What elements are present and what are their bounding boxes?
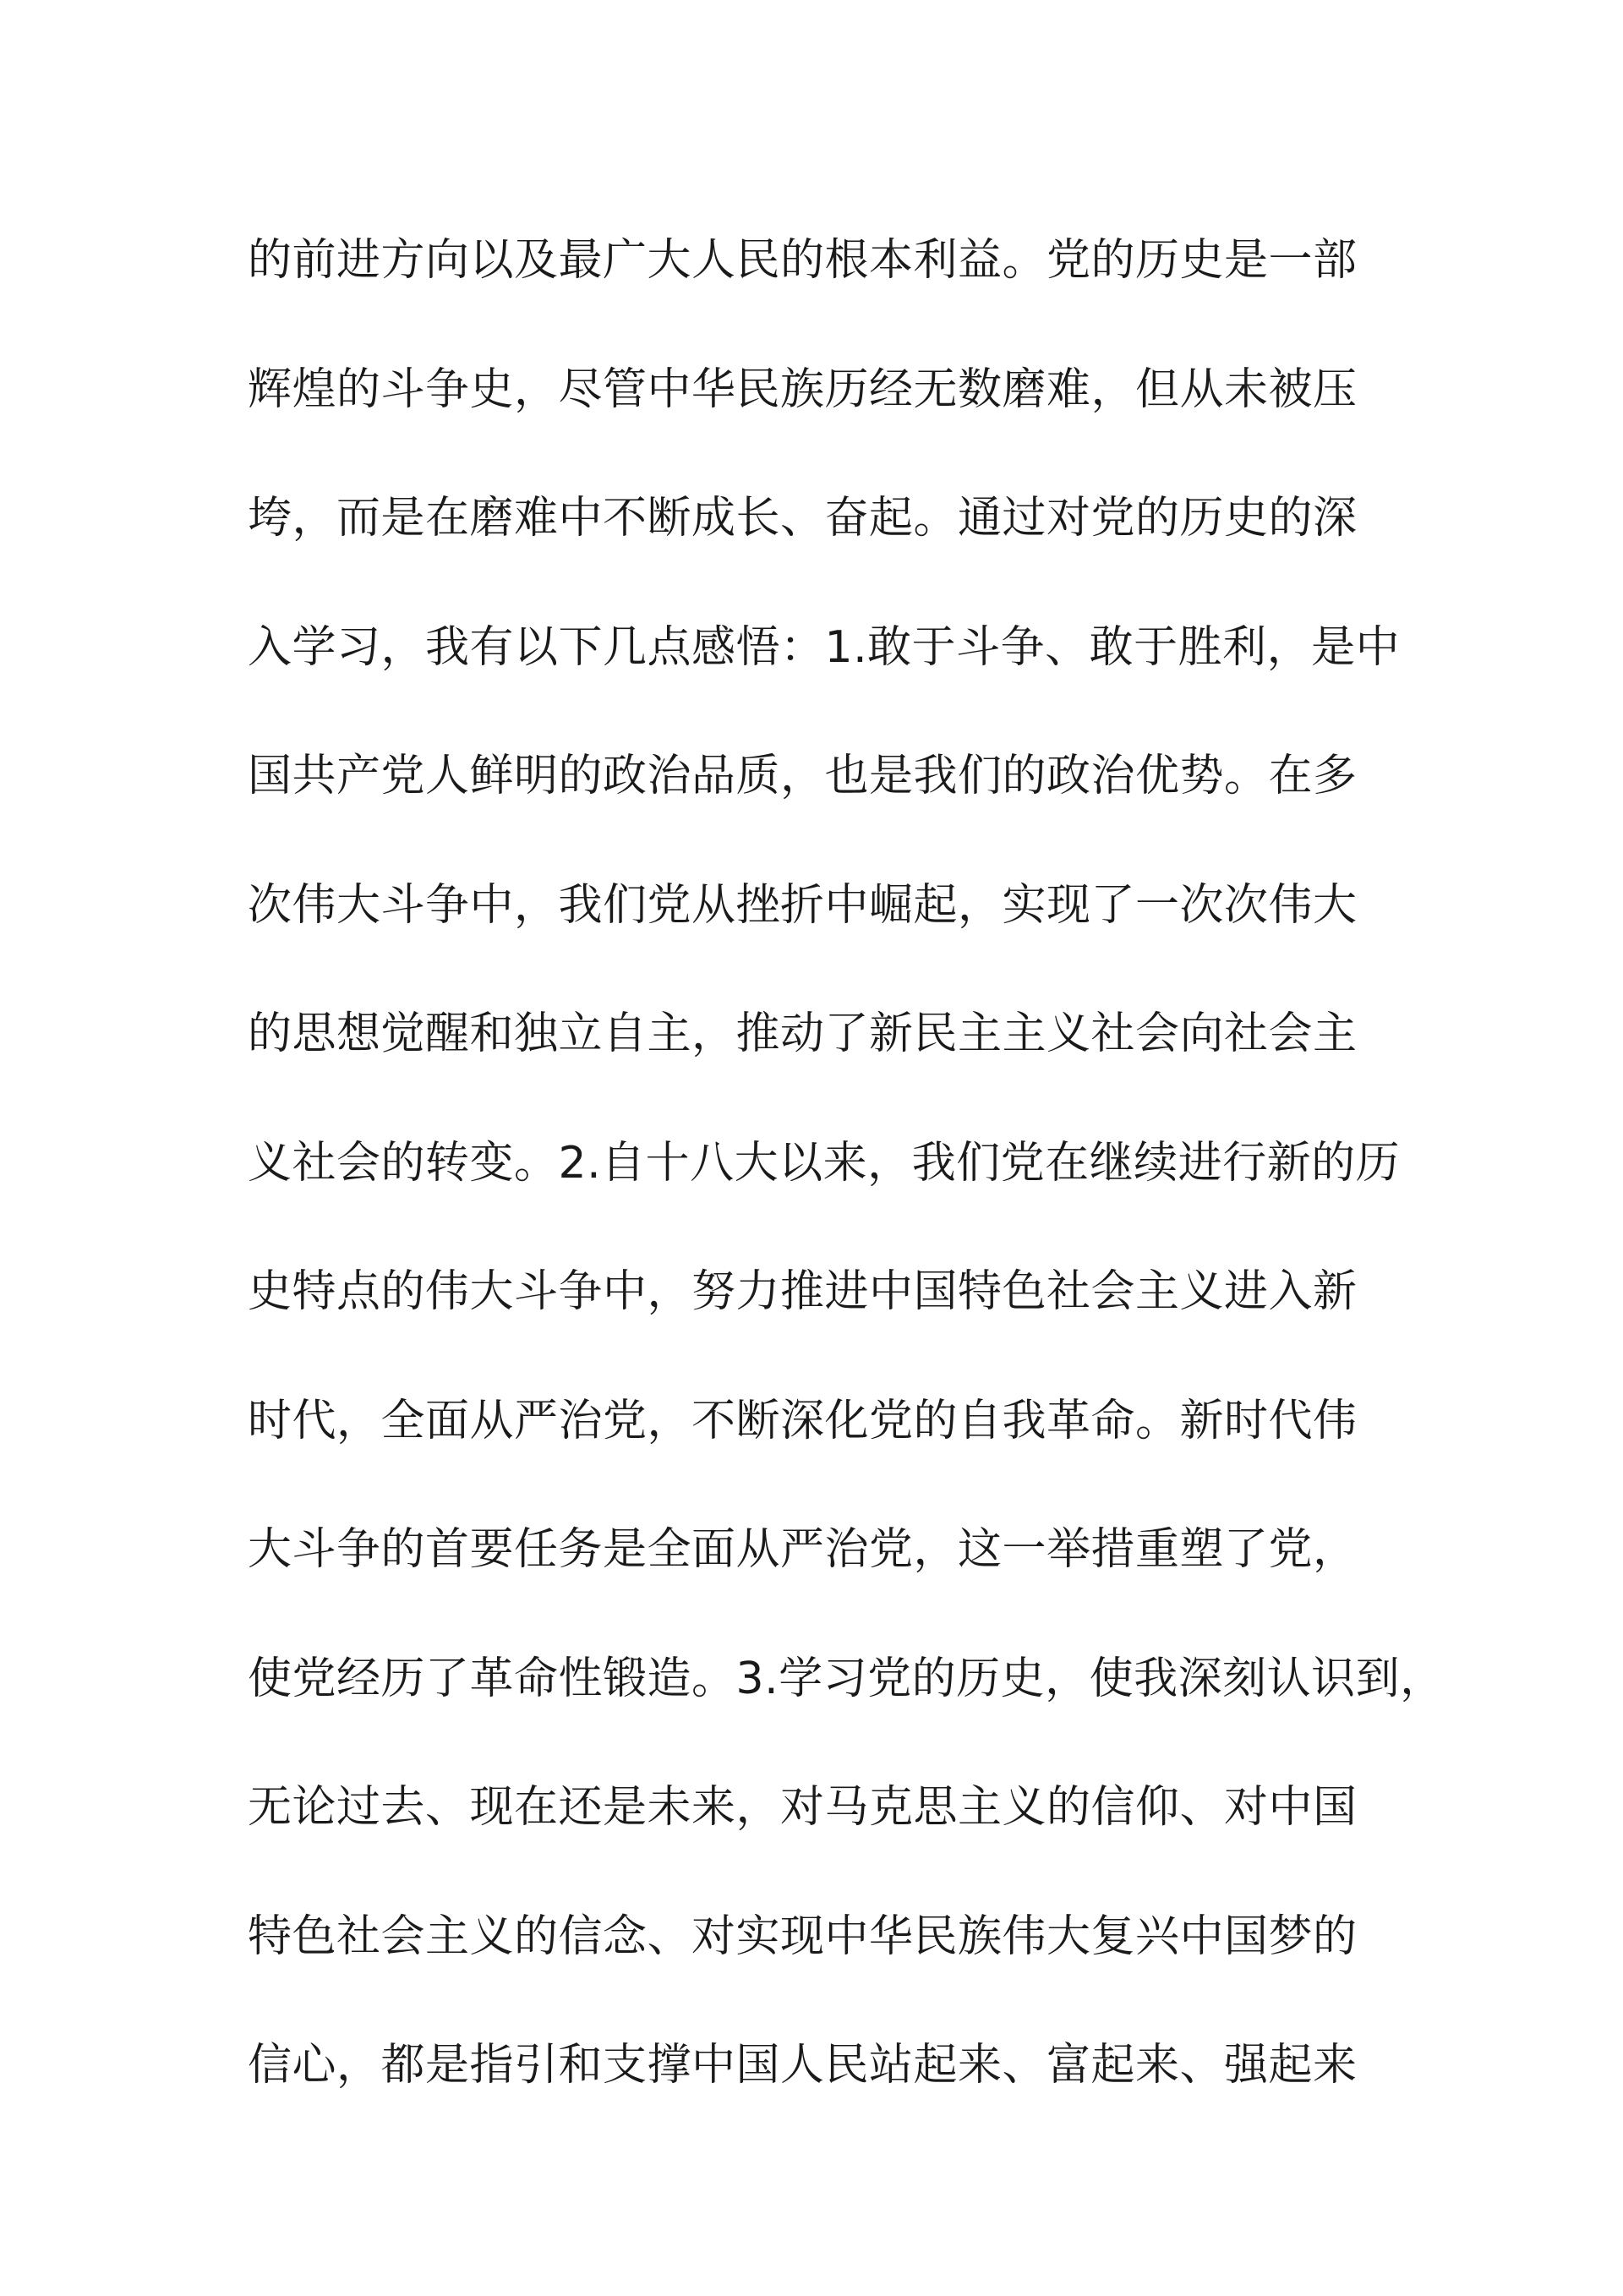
text-line: 义社会的转变。2.自十八大以来，我们党在继续进行新的历 — [248, 1137, 1401, 1189]
body-text — [248, 222, 1445, 2157]
text-line: 特色社会主义的信念、对实现中华民族伟大复兴中国梦的 — [248, 1911, 1358, 1962]
text-line: 的思想觉醒和独立自主，推动了新民主主义社会向社会主 — [248, 1009, 1358, 1059]
text-line: 次伟大斗争中，我们党从挫折中崛起，实现了一次次伟大 — [248, 879, 1358, 931]
text-line: 时代，全面从严治党，不断深化党的自我革命。新时代伟 — [248, 1395, 1358, 1446]
text-line: 信心，都是指引和支撑中国人民站起来、富起来、强起来 — [248, 2040, 1358, 2091]
text-line: 辉煌的斗争史，尽管中华民族历经无数磨难，但从未被压 — [248, 364, 1358, 415]
text-line: 无论过去、现在还是未来，对马克思主义的信仰、对中国 — [248, 1782, 1358, 1833]
text-line: 的前进方向以及最广大人民的根本利益。党的历史是一部 — [248, 235, 1358, 286]
text-line: 史特点的伟大斗争中，努力推进中国特色社会主义进入新 — [248, 1266, 1358, 1317]
text-line: 国共产党人鲜明的政治品质，也是我们的政治优势。在多 — [248, 751, 1358, 801]
text-line: 大斗争的首要任务是全面从严治党，这一举措重塑了党， — [248, 1524, 1358, 1575]
text-line: 使党经历了革命性锻造。3.学习党的历史，使我深刻认识到， — [248, 1653, 1445, 1704]
text-line: 入学习，我有以下几点感悟：1.敢于斗争、敢于胜利，是中 — [248, 621, 1401, 673]
text-line: 垮，而是在磨难中不断成长、奋起。通过对党的历史的深 — [248, 493, 1358, 544]
